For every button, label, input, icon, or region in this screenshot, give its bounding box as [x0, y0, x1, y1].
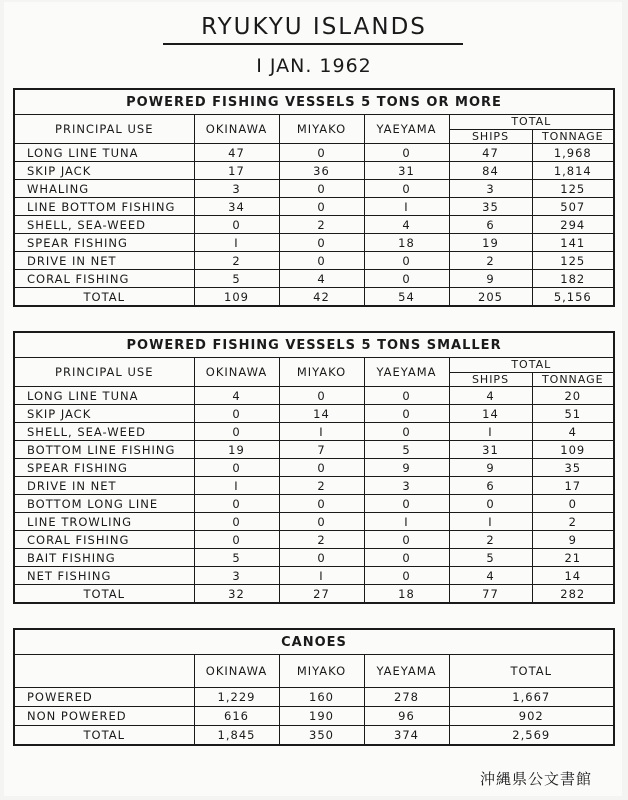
- miyako-cell: I: [279, 567, 364, 585]
- table-vessels-5-tons-or-more: [13, 88, 615, 307]
- okinawa-cell: 1,229: [194, 688, 279, 707]
- miyako-cell: 42: [279, 288, 364, 307]
- table-row: [14, 198, 614, 216]
- ships-cell: I: [449, 513, 532, 531]
- yaeyama-cell: 54: [364, 288, 449, 307]
- miyako-cell: 7: [279, 441, 364, 459]
- table-row: [14, 441, 614, 459]
- okinawa-cell: I: [194, 477, 279, 495]
- table-total-row: [14, 726, 614, 746]
- ships-cell: 6: [449, 216, 532, 234]
- principal-use-cell: WHALING: [14, 180, 194, 198]
- header-principal-use: PRINCIPAL USE: [14, 115, 194, 144]
- yaeyama-cell: 0: [364, 270, 449, 288]
- principal-use-cell: DRIVE IN NET: [14, 477, 194, 495]
- yaeyama-cell: I: [364, 513, 449, 531]
- principal-use-cell: BOTTOM LINE FISHING: [14, 441, 194, 459]
- header-total: TOTAL: [449, 655, 614, 688]
- header-total: TOTAL: [449, 358, 614, 373]
- document-date: I JAN. 1962: [256, 55, 372, 77]
- principal-use-cell: SKIP JACK: [14, 162, 194, 180]
- okinawa-cell: 0: [194, 216, 279, 234]
- okinawa-cell: 4: [194, 387, 279, 405]
- tonnage-cell: 20: [532, 387, 614, 405]
- okinawa-cell: 0: [194, 459, 279, 477]
- header-blank: [14, 655, 194, 688]
- miyako-cell: 350: [279, 726, 364, 746]
- tonnage-cell: 182: [532, 270, 614, 288]
- miyako-cell: 190: [279, 707, 364, 726]
- header-miyako: MIYAKO: [279, 358, 364, 387]
- yaeyama-cell: 0: [364, 567, 449, 585]
- okinawa-cell: 0: [194, 531, 279, 549]
- yaeyama-cell: 0: [364, 144, 449, 162]
- table-row: [14, 270, 614, 288]
- okinawa-cell: 17: [194, 162, 279, 180]
- table-vessels-5-tons-smaller: [13, 331, 615, 604]
- yaeyama-cell: 31: [364, 162, 449, 180]
- header-yaeyama: YAEYAMA: [364, 115, 449, 144]
- yaeyama-cell: 374: [364, 726, 449, 746]
- principal-use-cell: LINE BOTTOM FISHING: [14, 198, 194, 216]
- tonnage-cell: 141: [532, 234, 614, 252]
- ships-cell: 0: [449, 495, 532, 513]
- table-row: [14, 688, 614, 707]
- okinawa-cell: I: [194, 234, 279, 252]
- miyako-cell: 0: [279, 459, 364, 477]
- table-row: [14, 531, 614, 549]
- yaeyama-cell: 9: [364, 459, 449, 477]
- table-row: [14, 477, 614, 495]
- tonnage-cell: 35: [532, 459, 614, 477]
- header-miyako: MIYAKO: [279, 115, 364, 144]
- table-canoes: [13, 628, 615, 746]
- yaeyama-cell: 3: [364, 477, 449, 495]
- ships-cell: 35: [449, 198, 532, 216]
- tonnage-cell: 125: [532, 180, 614, 198]
- total-label: TOTAL: [14, 288, 194, 307]
- miyako-cell: 14: [279, 405, 364, 423]
- total-cell: 902: [449, 707, 614, 726]
- principal-use-cell: LINE TROWLING: [14, 513, 194, 531]
- tonnage-cell: 0: [532, 495, 614, 513]
- okinawa-cell: 1,845: [194, 726, 279, 746]
- miyako-cell: 0: [279, 513, 364, 531]
- header-tonnage: TONNAGE: [532, 372, 614, 387]
- principal-use-cell: SHELL, SEA-WEED: [14, 423, 194, 441]
- tonnage-cell: 5,156: [532, 288, 614, 307]
- principal-use-cell: LONG LINE TUNA: [14, 387, 194, 405]
- ships-cell: 3: [449, 180, 532, 198]
- miyako-cell: 0: [279, 180, 364, 198]
- table-row: [14, 387, 614, 405]
- yaeyama-cell: 0: [364, 495, 449, 513]
- table-row: [14, 144, 614, 162]
- miyako-cell: 160: [279, 688, 364, 707]
- table-row: [14, 495, 614, 513]
- ships-cell: 9: [449, 459, 532, 477]
- yaeyama-cell: 5: [364, 441, 449, 459]
- okinawa-cell: 5: [194, 549, 279, 567]
- miyako-cell: 0: [279, 495, 364, 513]
- okinawa-cell: 616: [194, 707, 279, 726]
- ships-cell: 2: [449, 531, 532, 549]
- okinawa-cell: 0: [194, 423, 279, 441]
- tonnage-cell: 109: [532, 441, 614, 459]
- table-row: [14, 405, 614, 423]
- table-row: [14, 234, 614, 252]
- ships-cell: 47: [449, 144, 532, 162]
- header-ships: SHIPS: [449, 372, 532, 387]
- ships-cell: 77: [449, 585, 532, 604]
- header-yaeyama: YAEYAMA: [364, 358, 449, 387]
- tonnage-cell: 14: [532, 567, 614, 585]
- okinawa-cell: 34: [194, 198, 279, 216]
- okinawa-cell: 0: [194, 513, 279, 531]
- principal-use-cell: DRIVE IN NET: [14, 252, 194, 270]
- miyako-cell: 0: [279, 144, 364, 162]
- table-title: POWERED FISHING VESSELS 5 TONS SMALLER: [14, 332, 614, 358]
- table-row: [14, 216, 614, 234]
- okinawa-cell: 19: [194, 441, 279, 459]
- ships-cell: 9: [449, 270, 532, 288]
- principal-use-cell: SPEAR FISHING: [14, 234, 194, 252]
- yaeyama-cell: 18: [364, 234, 449, 252]
- ships-cell: 14: [449, 405, 532, 423]
- yaeyama-cell: I: [364, 198, 449, 216]
- miyako-cell: 4: [279, 270, 364, 288]
- miyako-cell: 0: [279, 252, 364, 270]
- miyako-cell: 0: [279, 549, 364, 567]
- miyako-cell: 0: [279, 198, 364, 216]
- ships-cell: 6: [449, 477, 532, 495]
- ships-cell: 4: [449, 387, 532, 405]
- yaeyama-cell: 0: [364, 423, 449, 441]
- tonnage-cell: 507: [532, 198, 614, 216]
- okinawa-cell: 5: [194, 270, 279, 288]
- tonnage-cell: 21: [532, 549, 614, 567]
- table-row: [14, 707, 614, 726]
- ships-cell: 5: [449, 549, 532, 567]
- miyako-cell: 0: [279, 387, 364, 405]
- principal-use-cell: BOTTOM LONG LINE: [14, 495, 194, 513]
- tonnage-cell: 282: [532, 585, 614, 604]
- principal-use-cell: NON POWERED: [14, 707, 194, 726]
- ships-cell: 84: [449, 162, 532, 180]
- tonnage-cell: 4: [532, 423, 614, 441]
- ships-cell: 2: [449, 252, 532, 270]
- principal-use-cell: NET FISHING: [14, 567, 194, 585]
- table-row: [14, 549, 614, 567]
- table-row: [14, 513, 614, 531]
- table-body: [14, 387, 614, 604]
- archive-stamp: 沖縄県公文書館: [479, 770, 592, 788]
- table-row: [14, 567, 614, 585]
- table-title: POWERED FISHING VESSELS 5 TONS OR MORE: [14, 89, 614, 115]
- okinawa-cell: 2: [194, 252, 279, 270]
- yaeyama-cell: 96: [364, 707, 449, 726]
- header-okinawa: OKINAWA: [194, 115, 279, 144]
- miyako-cell: 36: [279, 162, 364, 180]
- yaeyama-cell: 0: [364, 387, 449, 405]
- header-total: TOTAL: [449, 115, 614, 130]
- tonnage-cell: 1,814: [532, 162, 614, 180]
- table-row: [14, 162, 614, 180]
- tonnage-cell: 1,968: [532, 144, 614, 162]
- header-okinawa: OKINAWA: [194, 655, 279, 688]
- document-title: RYUKYU ISLANDS: [201, 14, 427, 40]
- yaeyama-cell: 0: [364, 531, 449, 549]
- miyako-cell: 2: [279, 216, 364, 234]
- total-label: TOTAL: [14, 726, 194, 746]
- table-title: CANOES: [14, 629, 614, 655]
- principal-use-cell: CORAL FISHING: [14, 270, 194, 288]
- tonnage-cell: 51: [532, 405, 614, 423]
- yaeyama-cell: 278: [364, 688, 449, 707]
- principal-use-cell: SHELL, SEA-WEED: [14, 216, 194, 234]
- yaeyama-cell: 18: [364, 585, 449, 604]
- okinawa-cell: 3: [194, 180, 279, 198]
- ships-cell: 205: [449, 288, 532, 307]
- okinawa-cell: 0: [194, 495, 279, 513]
- tonnage-cell: 125: [532, 252, 614, 270]
- principal-use-cell: SPEAR FISHING: [14, 459, 194, 477]
- ships-cell: 19: [449, 234, 532, 252]
- total-cell: 2,569: [449, 726, 614, 746]
- miyako-cell: 27: [279, 585, 364, 604]
- principal-use-cell: SKIP JACK: [14, 405, 194, 423]
- title-underline: [163, 43, 463, 45]
- miyako-cell: I: [279, 423, 364, 441]
- yaeyama-cell: 0: [364, 252, 449, 270]
- okinawa-cell: 0: [194, 405, 279, 423]
- okinawa-cell: 3: [194, 567, 279, 585]
- principal-use-cell: POWERED: [14, 688, 194, 707]
- yaeyama-cell: 0: [364, 549, 449, 567]
- header-tonnage: TONNAGE: [532, 129, 614, 144]
- miyako-cell: 2: [279, 531, 364, 549]
- total-label: TOTAL: [14, 585, 194, 604]
- okinawa-cell: 32: [194, 585, 279, 604]
- total-cell: 1,667: [449, 688, 614, 707]
- table-body: [14, 688, 614, 746]
- table-row: [14, 252, 614, 270]
- table-row: [14, 180, 614, 198]
- ships-cell: 31: [449, 441, 532, 459]
- miyako-cell: 2: [279, 477, 364, 495]
- header-okinawa: OKINAWA: [194, 358, 279, 387]
- yaeyama-cell: 0: [364, 180, 449, 198]
- okinawa-cell: 109: [194, 288, 279, 307]
- header-miyako: MIYAKO: [279, 655, 364, 688]
- principal-use-cell: BAIT FISHING: [14, 549, 194, 567]
- header-yaeyama: YAEYAMA: [364, 655, 449, 688]
- ships-cell: I: [449, 423, 532, 441]
- table-body: [14, 144, 614, 307]
- yaeyama-cell: 0: [364, 405, 449, 423]
- table-row: [14, 423, 614, 441]
- tonnage-cell: 294: [532, 216, 614, 234]
- tonnage-cell: 2: [532, 513, 614, 531]
- tonnage-cell: 9: [532, 531, 614, 549]
- principal-use-cell: CORAL FISHING: [14, 531, 194, 549]
- header-principal-use: PRINCIPAL USE: [14, 358, 194, 387]
- miyako-cell: 0: [279, 234, 364, 252]
- table-row: [14, 459, 614, 477]
- okinawa-cell: 47: [194, 144, 279, 162]
- table-total-row: [14, 585, 614, 604]
- table-total-row: [14, 288, 614, 307]
- ships-cell: 4: [449, 567, 532, 585]
- principal-use-cell: LONG LINE TUNA: [14, 144, 194, 162]
- header-ships: SHIPS: [449, 129, 532, 144]
- tonnage-cell: 17: [532, 477, 614, 495]
- yaeyama-cell: 4: [364, 216, 449, 234]
